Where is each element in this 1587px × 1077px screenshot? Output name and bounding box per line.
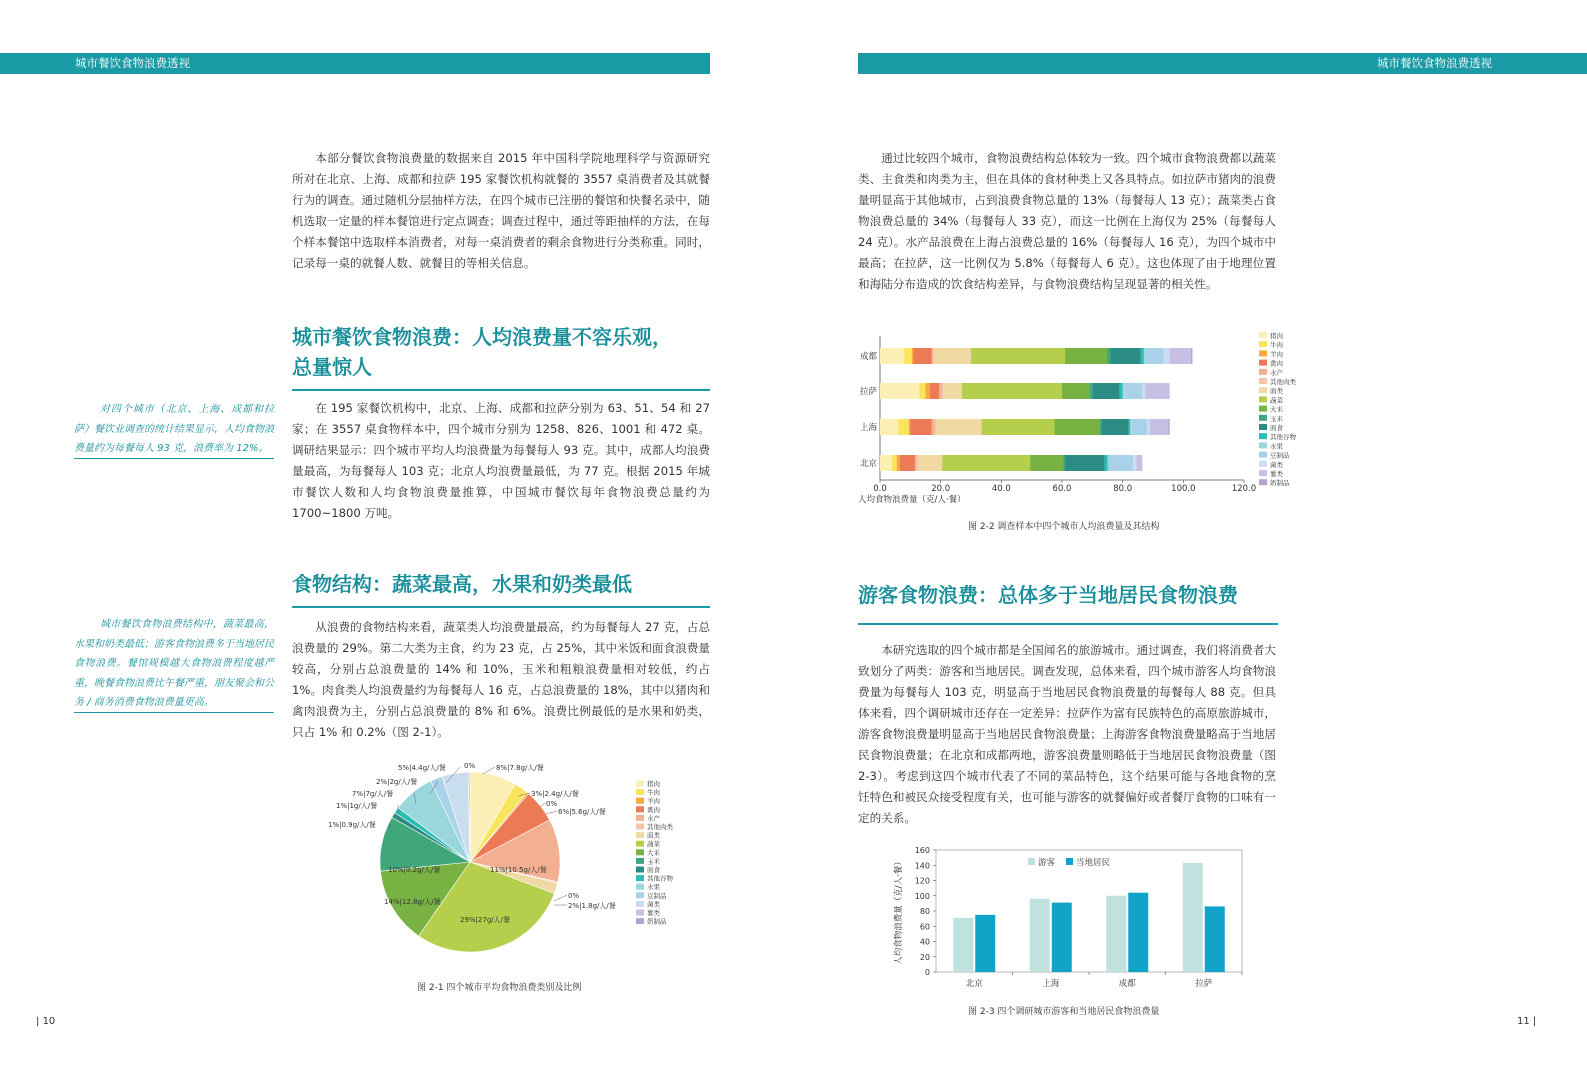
legend-label: 面类: [1270, 387, 1283, 396]
pie-legend-label: 水果: [647, 883, 660, 892]
stacked-bar-segment: [897, 455, 900, 471]
stacked-bar-segment: [1109, 455, 1133, 471]
pie-legend-swatch: [636, 824, 644, 830]
stacked-bar-segment: [1170, 348, 1191, 364]
stacked-bar-segment: [1065, 455, 1104, 471]
pie-legend-label: 猪肉: [647, 780, 660, 788]
stacked-bar-segment: [1168, 419, 1170, 435]
stacked-bar-segment: [1065, 348, 1107, 364]
stacked-bar-segment: [1108, 455, 1110, 471]
legend-swatch: [1259, 378, 1267, 384]
stacked-bar-segment: [1136, 455, 1142, 471]
legend-label: 羊肉: [1270, 350, 1283, 359]
section1-body: 在 195 家餐饮机构中，北京、上海、成都和拉萨分别为 63、51、54 和 27 家；在 3557 桌食物样本中，四个城市分别为 1258、826、1001 和 472 桌。调研结果显示：四个城市平均人均浪费量为每餐每人 93 克。其中，成都人均浪费量最高，为每餐每人 103 克；北京人均浪费量最低，为 77 克。根据 2015 年城市餐饮人数和人均食物浪费量推算，中国城市餐饮每年食物浪费总量约为 1700~1800 万吨。: [292, 401, 710, 520]
pie-data-label: 29%|27g/人/餐: [460, 916, 510, 924]
x-tick-label: 60.0: [1052, 484, 1072, 494]
legend-label: 其他谷物: [1270, 433, 1296, 442]
section1-title-line2: 总量惊人: [292, 355, 372, 379]
legend-label: 蔬菜: [1270, 396, 1283, 405]
category-label: 拉萨: [859, 387, 877, 397]
legend-label: 豆制品: [1270, 451, 1290, 460]
pie-data-label: 1%|0.9g/人/餐: [328, 821, 376, 829]
stacked-bar-segment: [910, 419, 931, 435]
stacked-bar-segment: [912, 348, 914, 364]
stacked-bar-segment: [1092, 383, 1119, 399]
stacked-bar-segment: [1104, 455, 1107, 471]
pie-legend-label: 豆制品: [647, 891, 667, 900]
stacked-bar-segment: [1130, 419, 1132, 435]
pie-data-label: 11%|10.5g/人/餐: [490, 866, 547, 874]
side-note-1-rule: [74, 458, 274, 459]
stacked-bar-segment: [1108, 348, 1111, 364]
section2-rule: [292, 606, 710, 608]
stacked-bar-segment: [1132, 419, 1147, 435]
legend-swatch: [1259, 360, 1267, 366]
x-tick-label: 20.0: [931, 484, 951, 494]
stacked-bar-segment: [1123, 383, 1125, 399]
header-title-left: 城市餐饮食物浪费透视: [75, 56, 190, 70]
y-tick-label: 20: [919, 952, 930, 962]
stacked-bar-segment: [1150, 419, 1168, 435]
grouped-bar-chart: [880, 842, 1260, 1000]
pie-legend-swatch: [636, 832, 644, 838]
stacked-bar-segment: [898, 419, 909, 435]
stacked-bar-segment: [919, 383, 925, 399]
pie-legend-swatch: [636, 789, 644, 795]
y-tick-label: 40: [919, 937, 930, 947]
pie-data-label: 3%|2.4g/人/餐: [531, 790, 579, 798]
stacked-bar-segment: [916, 455, 918, 471]
pie-leader-line: [554, 895, 567, 901]
stacked-bar-segment: [904, 348, 912, 364]
stacked-bar-segment: [1145, 383, 1169, 399]
pie-legend-swatch: [636, 815, 644, 821]
grouped-bar: [1183, 863, 1203, 972]
legend-label: 牛肉: [1270, 341, 1283, 350]
stacked-bar-segment: [1144, 348, 1146, 364]
pie-data-label: 1%|1g/人/餐: [336, 802, 378, 810]
legend-swatch: [1259, 387, 1267, 393]
legend-label: 大米: [1270, 405, 1283, 414]
pie-legend-label: 其他肉类: [647, 823, 673, 831]
page-number-left-value: 10: [42, 1016, 56, 1027]
grouped-bar: [953, 918, 973, 972]
figure3-caption: 图 2-3 四个调研城市游客和当地居民食物浪费量: [968, 1007, 1160, 1017]
category-label: 北京: [965, 979, 983, 989]
stacked-bar-segment: [932, 348, 934, 364]
section1-title-line1: 城市餐饮食物浪费：人均浪费量不容乐观，: [292, 325, 672, 349]
legend-swatch: [1259, 461, 1267, 467]
stacked-bar-segment: [880, 455, 892, 471]
stacked-bar-segment: [1100, 419, 1102, 435]
x-tick-label: 120.0: [1231, 484, 1257, 494]
pie-legend-label: 玉米: [647, 857, 660, 866]
stacked-bar-segment: [1120, 383, 1123, 399]
pie-legend-swatch: [636, 849, 644, 855]
grouped-bar: [1030, 899, 1050, 972]
stacked-bar-chart: [852, 330, 1312, 510]
legend-swatch: [1028, 858, 1035, 865]
pie-legend-swatch: [636, 798, 644, 804]
y-tick-label: 140: [914, 861, 930, 871]
legend-swatch: [1259, 350, 1267, 356]
stacked-bar-segment: [1191, 348, 1193, 364]
section1-rule: [292, 389, 710, 391]
legend-label: 面食: [1270, 424, 1283, 432]
page-number-right: 11 |: [1517, 1016, 1537, 1027]
y-tick-label: 100: [914, 891, 930, 901]
pie-data-label: 0%: [546, 800, 558, 808]
pie-legend-label: 蔬菜: [647, 840, 660, 849]
y-tick-label: 60: [919, 922, 930, 932]
pie-legend-label: 面食: [647, 866, 660, 874]
pie-legend-swatch: [636, 910, 644, 916]
section1-title: [292, 322, 712, 382]
pie-legend-swatch: [636, 867, 644, 873]
legend-swatch: [1259, 433, 1267, 439]
stacked-bar-segment: [935, 419, 937, 435]
stacked-bar-segment: [942, 383, 944, 399]
legend-swatch: [1259, 424, 1267, 430]
stacked-bar-segment: [915, 455, 917, 471]
x-tick-label: 40.0: [991, 484, 1011, 494]
page-number-right-value: 11: [1517, 1016, 1530, 1027]
legend-label: 猪肉: [1270, 332, 1283, 340]
stacked-bar-segment: [932, 419, 935, 435]
stacked-bar-segment: [939, 383, 942, 399]
grouped-bar: [1205, 906, 1225, 972]
figure2-caption: 图 2-2 调查样本中四个城市人均浪费量及其结构: [968, 522, 1160, 532]
section3-body: 本研究选取的四个城市都是全国闻名的旅游城市。通过调查，我们将消费者大致划分了两类：游客和当地居民。调查发现，总体来看，四个城市游客人均食物浪费量为每餐每人 103 克，明显高于当地居民食物浪费量的每餐每人 88 克。但具体来看，四个调研城市还存在一定差异：拉萨作为富有民族特色的高原旅游城市，游客食物浪费量明显高于当地居民食物浪费量；上海游客食物浪费量略高于当地居民食物浪费量；在北京和成都两地，游客浪费量则略低于当地居民食物浪费量（图 2-3）。考虑到这四个城市代表了不同的菜品特色，这个结果可能与各地食物的烹饪特色和被民众接受程度有关，也可能与游客的就餐偏好或者餐厅食物的口味有一定的关系。: [858, 643, 1276, 825]
y-axis-title: 人均食物浪费量（克/人·餐）: [894, 857, 904, 965]
side-note-1: 对四个城市（北京、上海、成都和拉萨）餐饮业调查的统计结果显示，人均食物浪费量约为每餐每人 93 克，浪费率为 12%。: [74, 404, 274, 454]
y-tick-label: 160: [914, 846, 930, 855]
right-paragraph-1: 通过比较四个城市，食物浪费结构总体较为一致。四个城市食物浪费都以蔬菜类、主食类和肉类为主，但在具体的食材种类上又各具特点。如拉萨市猪肉的浪费量明显高于其他城市，占到浪费食物总量的 13%（每餐每人 13 克）；蔬菜类占食物浪费总量的 34%（每餐每人 33 克），而这一比例在上海仅为 25%（每餐每人 24 克）。水产品浪费在上海占浪费总量的 16%（每餐每人 16 克），为四个城市中最高；在拉萨，这一比例仅为 5.8%（每餐每人 6 克）。这也体现了由于地理位置和海陆分布造成的饮食结构差异，与食物浪费结构呈现显著的相关性。: [858, 151, 1276, 291]
pie-data-label: 2%|1.8g/人/餐: [568, 902, 616, 910]
pie-legend-swatch: [636, 884, 644, 890]
pie-data-label: 0%: [464, 762, 476, 770]
stacked-bar-segment: [913, 348, 931, 364]
stacked-bar-segment: [1124, 383, 1142, 399]
pie-data-label: 6%|5.6g/人/餐: [558, 808, 606, 816]
stacked-bar-segment: [1142, 383, 1145, 399]
pie-data-label: 5%|4.4g/人/餐: [398, 764, 446, 772]
grouped-bar: [1052, 903, 1072, 972]
legend-label: 玉米: [1270, 414, 1283, 423]
grouped-bar: [1106, 896, 1126, 972]
pie-data-label: 7%|7g/人/餐: [352, 790, 394, 798]
section2-title: 食物结构：蔬菜最高，水果和奶类最低: [292, 572, 632, 596]
pie-legend-swatch: [636, 841, 644, 847]
category-label: 上海: [1042, 979, 1060, 989]
stacked-bar-segment: [930, 383, 939, 399]
stacked-bar-segment: [1133, 455, 1136, 471]
category-label: 北京: [859, 459, 877, 469]
category-label: 成都: [1118, 979, 1136, 989]
pie-legend-label: 禽肉: [647, 805, 660, 814]
legend-swatch: [1259, 452, 1267, 458]
x-tick-label: 80.0: [1113, 484, 1133, 494]
stacked-bar-segment: [1141, 348, 1144, 364]
legend-swatch: [1259, 341, 1267, 347]
legend-swatch: [1259, 369, 1267, 375]
pie-legend-swatch: [636, 875, 644, 881]
stacked-bar-segment: [900, 455, 915, 471]
stacked-bar-segment: [962, 383, 1062, 399]
pie-data-label: 10%|9.2g/人/餐: [388, 866, 441, 874]
stacked-bar-segment: [918, 455, 942, 471]
category-label: 上海: [859, 423, 877, 433]
legend-swatch: [1259, 396, 1267, 402]
legend-swatch: [1259, 406, 1267, 412]
header-title-right: 城市餐饮食物浪费透视: [1377, 56, 1492, 70]
legend-label: 薯类: [1270, 470, 1283, 478]
stacked-bar-segment: [1062, 383, 1089, 399]
section3-rule: [858, 623, 1278, 625]
stacked-bar-segment: [1064, 455, 1066, 471]
stacked-bar-segment: [880, 348, 904, 364]
x-axis-title: 人均食物浪费量（克/人·餐）: [858, 495, 966, 505]
legend-label: 菌类: [1270, 460, 1283, 469]
x-tick-label: 100.0: [1171, 484, 1196, 494]
y-tick-label: 0: [924, 968, 930, 977]
legend-swatch: [1066, 858, 1073, 865]
pie-data-label: 0%: [568, 892, 580, 900]
pie-legend-swatch: [636, 901, 644, 907]
pie-legend-label: 面类: [647, 831, 660, 840]
stacked-bar-segment: [1030, 455, 1063, 471]
header-band-left: [0, 53, 710, 74]
stacked-bar-segment: [880, 419, 898, 435]
x-tick-label: 0.0: [873, 484, 887, 494]
page-number-left: | 10: [36, 1016, 56, 1027]
stacked-bar-segment: [1101, 419, 1128, 435]
pie-data-label: 8%|7.8g/人/餐: [496, 764, 544, 772]
pie-legend-swatch: [636, 781, 644, 787]
stacked-bar-segment: [971, 348, 1065, 364]
pie-leader-line: [483, 767, 495, 774]
pie-legend-label: 羊肉: [647, 797, 660, 806]
pie-legend-label: 大米: [647, 848, 660, 857]
stacked-bar-segment: [936, 419, 982, 435]
pie-chart: [318, 756, 698, 978]
category-label: 拉萨: [1195, 979, 1213, 989]
side-note-2-rule: [74, 712, 274, 713]
pie-legend-label: 水产: [647, 814, 660, 823]
y-tick-label: 80: [919, 907, 930, 916]
grouped-bar: [1128, 893, 1148, 972]
grouped-bar: [975, 915, 995, 972]
pie-legend-label: 牛肉: [647, 788, 660, 797]
legend-swatch: [1259, 332, 1267, 338]
legend-label: 禽肉: [1270, 359, 1283, 368]
stacked-bar-segment: [1147, 419, 1150, 435]
side-note-2: 城市餐饮食物浪费结构中，蔬菜最高，水果和奶类最低；游客食物浪费多于当地居民食物浪费。餐馆规模越大食物浪费程度越严重，晚餐食物浪费比午餐严重，朋友聚会和公务 / 商务消费食物浪费量更高。: [74, 619, 274, 708]
stacked-bar-segment: [942, 455, 1030, 471]
legend-label: 游客: [1038, 858, 1056, 868]
stacked-bar-segment: [1164, 348, 1170, 364]
pie-legend-swatch: [636, 806, 644, 812]
stacked-bar-segment: [1145, 348, 1163, 364]
legend-swatch: [1259, 479, 1267, 485]
pie-data-label: 14%|12.8g/人/餐: [384, 898, 441, 906]
stacked-bar-segment: [1054, 419, 1100, 435]
pie-legend-swatch: [636, 918, 644, 924]
stacked-bar-segment: [933, 348, 935, 364]
pie-legend-label: 奶制品: [647, 917, 667, 926]
category-label: 成都: [859, 352, 877, 362]
pie-legend-swatch: [636, 892, 644, 898]
stacked-bar-segment: [926, 383, 931, 399]
pie-legend-label: 薯类: [647, 909, 660, 917]
intro-paragraph: 本部分餐饮食物浪费量的数据来自 2015 年中国科学院地理科学与资源研究所对在北京、上海、成都和拉萨 195 家餐饮机构就餐的 3557 桌消费者及其就餐行为的调查。通过随机分层抽样方法，在四个城市已注册的餐馆和快餐名录中，随机选取一定量的样本餐馆进行定点调查；调查过程中，通过等距抽样的方法，在每个样本餐馆中选取样本消费者，对每一桌消费者的剩余食物进行分类称重。同时，记录每一桌的就餐人数、就餐目的等相关信息。: [292, 151, 710, 270]
stacked-bar-segment: [1129, 419, 1131, 435]
stacked-bar-segment: [982, 419, 1055, 435]
header-band-right: [858, 53, 1587, 74]
legend-label: 当地居民: [1076, 858, 1111, 868]
stacked-bar-segment: [935, 348, 971, 364]
legend-swatch: [1259, 415, 1267, 421]
legend-swatch: [1259, 470, 1267, 476]
y-tick-label: 120: [914, 876, 930, 886]
legend-label: 其他肉类: [1270, 378, 1296, 386]
legend-label: 奶制品: [1270, 479, 1290, 488]
pie-leader-line: [540, 803, 545, 807]
stacked-bar-segment: [892, 455, 897, 471]
pie-leader-line: [546, 811, 557, 814]
stacked-bar-segment: [944, 383, 962, 399]
pie-legend-swatch: [636, 858, 644, 864]
legend-swatch: [1259, 442, 1267, 448]
stacked-bar-segment: [1111, 348, 1141, 364]
legend-label: 水产: [1270, 368, 1283, 377]
legend-label: 水果: [1270, 442, 1283, 451]
stacked-bar-segment: [880, 383, 919, 399]
pie-data-label: 2%|2g/人/餐: [376, 778, 418, 786]
section2-body: 从浪费的食物结构来看，蔬菜类人均浪费量最高，约为每餐每人 27 克，占总浪费量的 29%。第二大类为主食，约为 23 克，占 25%，其中米饭和面食浪费量较高，分别占总浪费量的 14% 和 10%，玉米和粗粮浪费量相对较低，约占 1%。肉食类人均浪费量约为每餐每人 16 克，占总浪费量的 18%，其中以猪肉和禽肉浪费为主，分别占总浪费量的 8% 和 6%。浪费比例最低的是水果和奶类，只占 1% 和 0.2%（图 2-1）。: [292, 620, 710, 739]
pie-legend-label: 其他谷物: [647, 874, 673, 883]
stacked-bar-segment: [909, 419, 911, 435]
figure1-caption: 图 2-1 四个城市平均食物浪费类别及比例: [417, 983, 582, 993]
stacked-bar-segment: [1089, 383, 1092, 399]
section3-title: 游客食物浪费：总体多于当地居民食物浪费: [858, 583, 1238, 607]
pie-legend-label: 菌类: [647, 900, 660, 909]
